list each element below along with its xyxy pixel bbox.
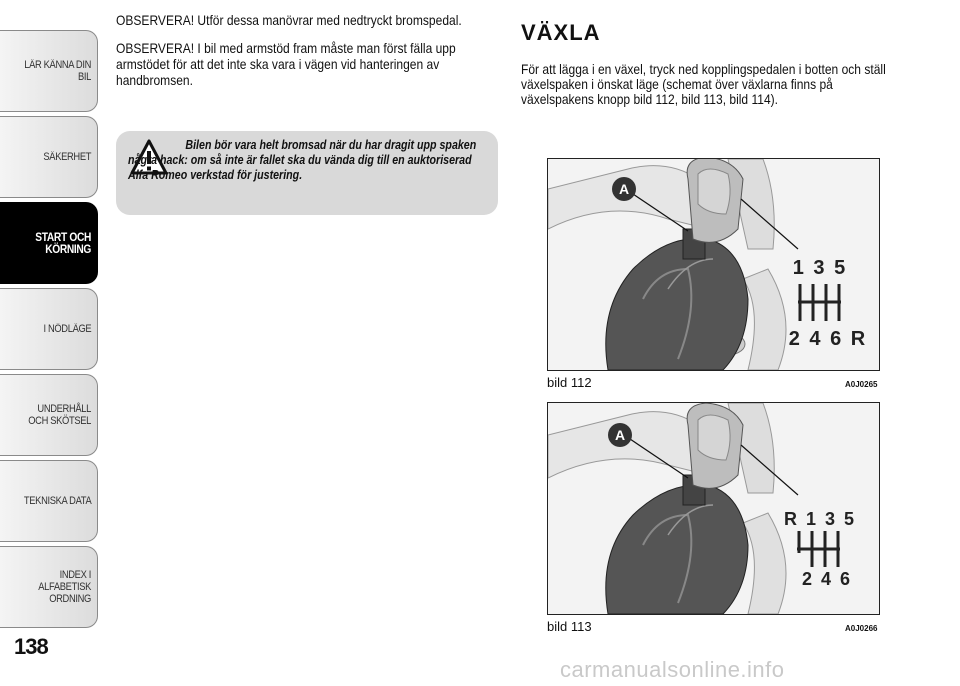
- tab-sakerhet[interactable]: [0, 116, 98, 198]
- gear-pattern-bottom: 2 4 6: [801, 569, 853, 589]
- page-number: 138: [14, 634, 48, 659]
- caption-112: bild 112: [547, 375, 592, 390]
- tab-underhall-och-skotsel[interactable]: [0, 374, 98, 456]
- intro-text: För att lägga i en växel, tryck ned kopplingspedalen i botten och ställ växelspaken i önskat läge (schemat över växlarna finns på växelspakens knopp bild 112, bild 113, bild 114).: [521, 61, 886, 107]
- left-column: [116, 12, 501, 100]
- callout-label: A: [618, 181, 630, 197]
- tab-lar-kanna-din-bil[interactable]: [0, 30, 98, 112]
- callout-label: A: [614, 427, 626, 443]
- tab-label: I NÖDLÄGE: [43, 323, 91, 335]
- tab-label: TEKNISKA DATA: [23, 495, 91, 507]
- gear-pattern-bottom: 2 4 6 R: [788, 328, 868, 350]
- tab-label: SÄKERHET: [43, 151, 91, 163]
- tab-label: LÄR KÄNNA DIN BIL: [24, 59, 92, 83]
- gear-pattern-top: R 1 3 5: [783, 509, 857, 529]
- figure-code-113: A0J0266: [845, 624, 878, 633]
- figure-code-112: A0J0265: [845, 380, 878, 389]
- section-heading: VÄXLA: [521, 20, 601, 45]
- figure-112: [547, 158, 880, 371]
- tab-label: INDEX I ALFABETISK ORDNING: [38, 569, 91, 605]
- right-column: [521, 20, 921, 107]
- tab-index-i-alfabetisk-ordning[interactable]: [0, 546, 98, 628]
- tab-label: START OCH KÖRNING: [35, 230, 91, 256]
- tab-i-nodlage[interactable]: [0, 288, 98, 370]
- warning-box: [116, 131, 498, 215]
- observation-1: OBSERVERA! Utför dessa manövrar med nedtryckt bromspedal.: [116, 12, 462, 28]
- tab-tekniska-data[interactable]: [0, 460, 98, 542]
- watermark: carmanualsonline.info: [560, 657, 785, 682]
- gear-knob-illustration: [548, 159, 879, 370]
- tab-start-och-korning[interactable]: [0, 202, 98, 284]
- gear-pattern-top: 1 3 5: [792, 257, 848, 279]
- observation-2: OBSERVERA! I bil med armstöd fram måste man först fälla upp armstödet för att det inte ska vara i vägen vid hanteringen av handbromsen.: [116, 40, 456, 88]
- chapter-tabs: [0, 0, 100, 640]
- caption-113: bild 113: [547, 619, 592, 634]
- warning-text: Bilen bör vara helt bromsad när du har dragit upp spaken några hack: om så inte är fallet ska du vända dig till en auktoriserad Alfa Romeo verkstad för justering.: [128, 137, 477, 182]
- tab-label: UNDERHÅLL OCH SKÖTSEL: [28, 403, 92, 427]
- gear-knob-illustration: [548, 403, 879, 614]
- figure-113: [547, 402, 880, 615]
